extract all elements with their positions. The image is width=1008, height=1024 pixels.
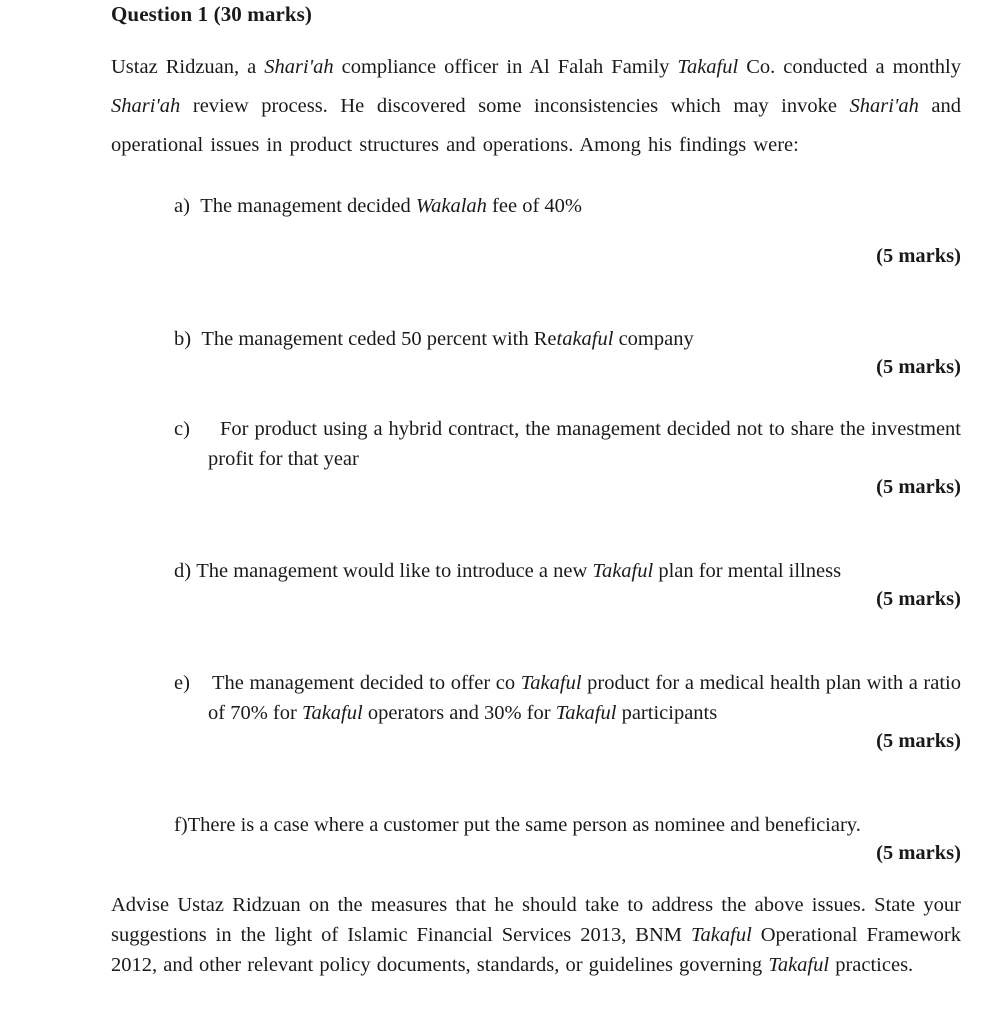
finding-a-text: fee of 40% bbox=[486, 195, 582, 217]
intro-text: and operational issues in product structures and operations. Among his findings were: bbox=[111, 95, 961, 156]
closing-text: Advise Ustaz Ridzuan on the measures that he should take to address the above issues. State your suggestions in the light of Islamic Financial Services 2013, BNM bbox=[111, 894, 961, 946]
intro-text: review process. He discovered some inconsistencies which may invoke bbox=[180, 95, 850, 117]
finding-b-italic-term: takaful bbox=[556, 328, 614, 350]
closing-text: practices. bbox=[829, 954, 914, 976]
intro-paragraph bbox=[111, 48, 961, 165]
finding-e-label: e) bbox=[174, 672, 190, 694]
finding-a bbox=[174, 191, 582, 221]
finding-e-italic-term: Takaful bbox=[555, 702, 617, 724]
finding-d-label: d) bbox=[174, 560, 192, 582]
closing-italic-term: Takaful bbox=[691, 924, 752, 946]
finding-a-marks: (5 marks) bbox=[876, 245, 961, 267]
finding-e-marks: (5 marks) bbox=[876, 730, 961, 752]
finding-b-marks: (5 marks) bbox=[876, 356, 961, 378]
finding-c-label: c) bbox=[174, 418, 190, 440]
finding-f-text: There is a case where a customer put the same person as nominee and beneficiary. bbox=[187, 814, 861, 836]
finding-a-italic-term: Wakalah bbox=[415, 195, 487, 217]
intro-italic-term: Takaful bbox=[677, 56, 739, 78]
intro-italic-term: Shari'ah bbox=[849, 95, 919, 117]
intro-italic-term: Shari'ah bbox=[111, 95, 181, 117]
finding-e-text-part: product for a medical health plan with a ratio of 70% for bbox=[208, 672, 961, 724]
finding-a-label: a) bbox=[174, 195, 190, 217]
finding-e-text-part: participants bbox=[616, 702, 718, 724]
finding-e-italic-term: Takaful bbox=[520, 672, 582, 694]
closing-paragraph bbox=[111, 890, 961, 980]
finding-e-text-part: The management decided to offer co bbox=[212, 672, 521, 694]
intro-italic-term: Shari'ah bbox=[264, 56, 334, 78]
finding-b-label: b) bbox=[174, 328, 192, 350]
finding-d-text: plan for mental illness bbox=[653, 560, 842, 582]
intro-text: Co. conducted a monthly bbox=[738, 56, 961, 78]
finding-b bbox=[174, 324, 694, 354]
finding-d-text: The management would like to introduce a new bbox=[196, 560, 593, 582]
finding-d bbox=[174, 556, 841, 586]
closing-italic-term: Takaful bbox=[768, 954, 830, 976]
finding-d-italic-term: Takaful bbox=[592, 560, 654, 582]
closing-text: Operational Framework 2012, and other relevant policy documents, standards, or guidelines governing bbox=[111, 924, 961, 976]
finding-f-label: f) bbox=[174, 814, 188, 836]
finding-d-marks: (5 marks) bbox=[876, 588, 961, 610]
finding-b-text: The management ceded 50 percent with Re bbox=[201, 328, 557, 350]
finding-c-marks: (5 marks) bbox=[876, 476, 961, 498]
finding-a-text: The management decided bbox=[200, 195, 416, 217]
finding-e-italic-term: Takaful bbox=[301, 702, 363, 724]
intro-text: Ustaz Ridzuan, a bbox=[111, 56, 265, 78]
finding-c-text: For product using a hybrid contract, the management decided not to share the investment profit for that year bbox=[208, 418, 961, 470]
intro-text: compliance officer in Al Falah Family bbox=[333, 56, 678, 78]
finding-e-text-part: operators and 30% for bbox=[362, 702, 556, 724]
finding-b-text: company bbox=[613, 328, 694, 350]
question-title: Question 1 (30 marks) bbox=[111, 2, 313, 26]
finding-f-marks: (5 marks) bbox=[876, 842, 961, 864]
finding-f bbox=[174, 810, 861, 840]
finding-e-text bbox=[208, 668, 961, 728]
